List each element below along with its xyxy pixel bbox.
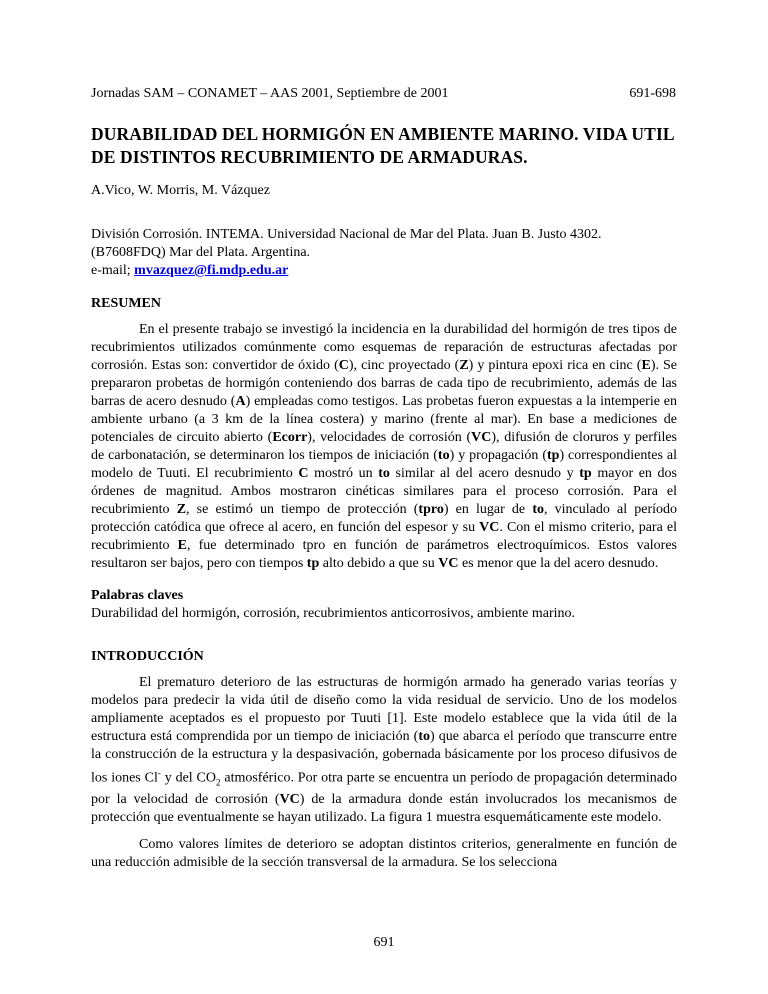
email-line — [91, 262, 691, 280]
page-range: 691-698 — [629, 86, 676, 101]
email-label: e-mail; — [91, 263, 135, 278]
keywords-text: Durabilidad del hormigón, corrosión, recubrimientos anticorrosivos, ambiente marino. — [91, 606, 576, 621]
authors: A.Vico, W. Morris, M. Vázquez — [91, 183, 270, 198]
affiliation-line-1: División Corrosión. INTEMA. Universidad Nacional de Mar del Plata. Juan B. Justo 4302. — [91, 227, 602, 242]
abstract-paragraph: En el presente trabajo se investigó la incidencia en la durabilidad del hormigón de tres tipos de recubrimientos utilizados comúnmente como esquemas de reparación de estructuras afectadas por corrosión. Estas son: convertidor de óxido (C), cinc proyectado (Z) y pintura epoxi rica en cinc (E). Se prepararon probetas de hormigón conteniendo dos barras de cada tipo de recubrimiento, además de las barras de acero desnudo (A) empleadas como testigos. Las probetas fueron expuestas a la intemperie en ambiente urbano (a 3 km de la línea costera) y marino (frente al mar). En base a mediciones de potenciales de circuito abierto (Ecorr), velocidades de corrosión (VC), difusión de cloruros y perfiles de carbonatación, se determinaron los tiempos de iniciación (to) y propagación (tp) correspondientes al modelo de Tuuti. El recubrimiento C mostró un to similar al del acero desnudo y tp mayor en dos órdenes de magnitud. Ambos mostraron cinéticas similares para el proceso corrosión. Para el recubrimiento Z, se estimó un tiempo de protección (tpro) en lugar de to, vinculado al período protección catódica que ofrece al acero, en función del espesor y su VC. Con el mismo criterio, para el recubrimiento E, fue determinado tpro en función de parámetros electroquímicos. Estos valores resultaron ser bajos, pero con tiempos tp alto debido a que su VC es menor que la del acero desnudo. — [91, 322, 678, 571]
affiliation — [91, 226, 691, 280]
intro-paragraph-2: Como valores límites de deterioro se adoptan distintos criterios, generalmente en función de una reducción admisible de la sección transversal de la armadura. Se los selecciona — [91, 837, 677, 870]
affiliation-line-2: (B7608FDQ) Mar del Plata. Argentina. — [91, 245, 311, 260]
resumen-heading: RESUMEN — [91, 296, 162, 311]
paper-title: DURABILIDAD DEL HORMIGÓN EN AMBIENTE MARINO. VIDA UTIL DE DISTINTOS RECUBRIMIENTO DE ARMADURAS. — [91, 124, 674, 167]
page-number: 691 — [373, 935, 395, 950]
keywords-heading: Palabras claves — [91, 588, 184, 603]
email-link[interactable]: mvazquez@fi.mdp.edu.ar — [134, 263, 289, 278]
introduccion-heading: INTRODUCCIÓN — [91, 649, 204, 664]
conference-label: Jornadas SAM – CONAMET – AAS 2001, Septiembre de 2001 — [91, 86, 449, 101]
running-header — [91, 86, 676, 102]
intro-paragraph-1: El prematuro deterioro de las estructuras de hormigón armado ha generado varias teorías y modelos para predecir la vida útil de diseño como la vida residual de servicio. Uno de los modelos ampliamente aceptados es el propuesto por Tuuti [1]. Este modelo establece que la vida útil de la estructura está comprendida por un tiempo de iniciación (to) que abarca el período que transcurre entre la construcción de la estructura y la despasivación, gobernada básicamente por los proceso difusivos de los iones Cl- y del $CO_2$ atmosférico. Por otra parte se encuentra un período de propagación determinado por la velocidad de corrosión (VC) de la armadura donde están involucrados los mecanismos de protección que eventualmente se hayan utilizado. La figura 1 muestra esquemáticamente este modelo. — [91, 675, 677, 826]
